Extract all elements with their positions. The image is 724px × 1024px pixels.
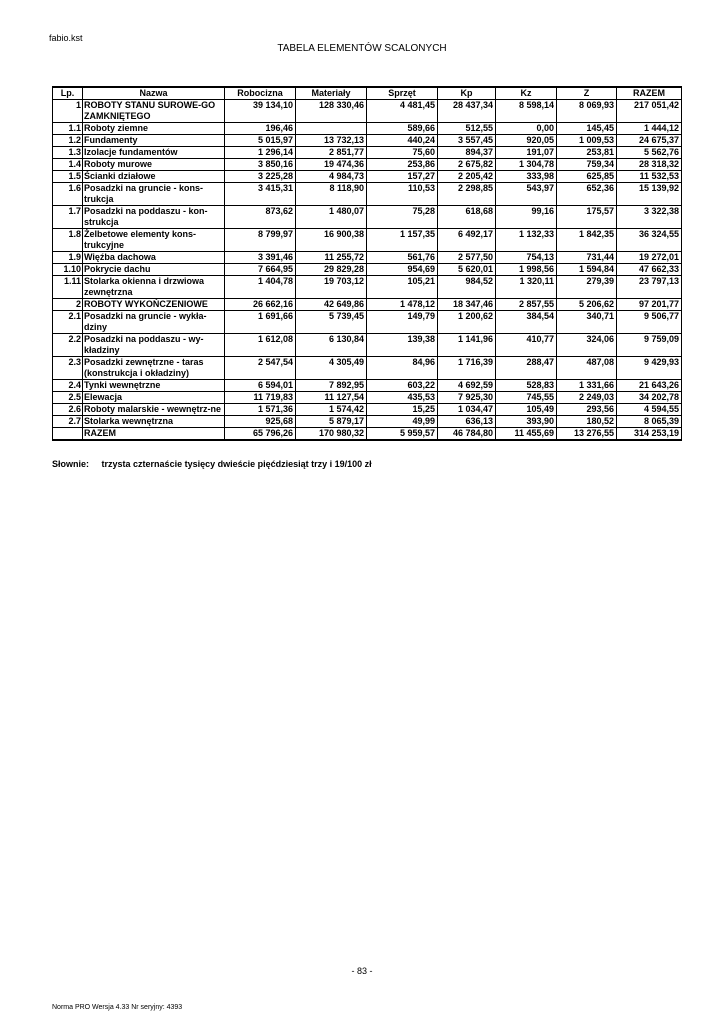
row-kz: 528,83 [496, 380, 557, 392]
header-lp: Lp. [53, 87, 83, 100]
amount-in-words [52, 459, 372, 469]
table-row [53, 357, 682, 380]
row-razem: 5 562,76 [617, 147, 682, 159]
table-row [53, 392, 682, 404]
row-robocizna: 8 799,97 [225, 229, 296, 252]
row-robocizna: 196,46 [225, 123, 296, 135]
header-kp: Kp [438, 87, 496, 100]
row-materialy: 4 305,49 [296, 357, 367, 380]
row-kz: 543,97 [496, 183, 557, 206]
row-name: Stolarka okienna i drzwiowa zewnętrzna [83, 276, 225, 299]
row-kz: 410,77 [496, 334, 557, 357]
row-materialy: 2 851,77 [296, 147, 367, 159]
total-z: 13 276,55 [557, 428, 617, 441]
row-kz: 754,13 [496, 252, 557, 264]
row-kp: 1 141,96 [438, 334, 496, 357]
row-lp: 1.5 [53, 171, 83, 183]
row-sprzet: 440,24 [367, 135, 438, 147]
cost-table [52, 86, 682, 441]
row-lp: 2.3 [53, 357, 83, 380]
row-sprzet: 110,53 [367, 183, 438, 206]
row-robocizna: 3 225,28 [225, 171, 296, 183]
row-materialy: 13 732,13 [296, 135, 367, 147]
total-materialy: 170 980,32 [296, 428, 367, 441]
row-kp: 636,13 [438, 416, 496, 428]
header-materialy: Materiały [296, 87, 367, 100]
table-header-row [53, 87, 682, 100]
row-razem: 28 318,32 [617, 159, 682, 171]
row-lp: 2.4 [53, 380, 83, 392]
total-label: RAZEM [83, 428, 225, 441]
row-razem: 9 759,09 [617, 334, 682, 357]
row-sprzet: 75,28 [367, 206, 438, 229]
row-sprzet: 1 478,12 [367, 299, 438, 311]
row-name: Roboty ziemne [83, 123, 225, 135]
row-kz: 0,00 [496, 123, 557, 135]
row-z: 253,81 [557, 147, 617, 159]
row-name: Fundamenty [83, 135, 225, 147]
table-row [53, 206, 682, 229]
row-name: Elewacja [83, 392, 225, 404]
table-row [53, 147, 682, 159]
row-robocizna: 6 594,01 [225, 380, 296, 392]
row-kz: 8 598,14 [496, 100, 557, 123]
row-razem: 21 643,26 [617, 380, 682, 392]
row-sprzet: 4 481,45 [367, 100, 438, 123]
table-row [53, 299, 682, 311]
row-kz: 920,05 [496, 135, 557, 147]
row-razem: 15 139,92 [617, 183, 682, 206]
row-materialy: 1 574,42 [296, 404, 367, 416]
row-sprzet: 603,22 [367, 380, 438, 392]
row-kp: 2 205,42 [438, 171, 496, 183]
row-razem: 47 662,33 [617, 264, 682, 276]
table-row [53, 404, 682, 416]
amount-in-words-label: Słownie: [52, 459, 90, 469]
row-lp: 2.1 [53, 311, 83, 334]
row-razem: 34 202,78 [617, 392, 682, 404]
row-kz: 288,47 [496, 357, 557, 380]
row-name: Posadzki na gruncie - wykła-dziny [83, 311, 225, 334]
table-row [53, 252, 682, 264]
row-kp: 18 347,46 [438, 299, 496, 311]
row-kp: 618,68 [438, 206, 496, 229]
table-row [53, 123, 682, 135]
row-kp: 1 716,39 [438, 357, 496, 380]
row-razem: 9 506,77 [617, 311, 682, 334]
row-name: Posadzki zewnętrzne - taras (konstrukcja i okładziny) [83, 357, 225, 380]
row-materialy: 11 255,72 [296, 252, 367, 264]
row-lp: 1.11 [53, 276, 83, 299]
row-kp: 4 692,59 [438, 380, 496, 392]
table-row [53, 100, 682, 123]
total-robocizna: 65 796,26 [225, 428, 296, 441]
row-sprzet: 157,27 [367, 171, 438, 183]
row-robocizna: 2 547,54 [225, 357, 296, 380]
row-kz: 2 857,55 [496, 299, 557, 311]
row-name: Roboty murowe [83, 159, 225, 171]
row-robocizna: 1 571,36 [225, 404, 296, 416]
row-z: 731,44 [557, 252, 617, 264]
header-sprzet: Sprzęt [367, 87, 438, 100]
row-robocizna: 3 850,16 [225, 159, 296, 171]
row-materialy: 5 739,45 [296, 311, 367, 334]
row-kz: 105,49 [496, 404, 557, 416]
row-sprzet: 589,66 [367, 123, 438, 135]
row-lp: 1.10 [53, 264, 83, 276]
row-sprzet: 84,96 [367, 357, 438, 380]
row-z: 293,56 [557, 404, 617, 416]
row-sprzet: 561,76 [367, 252, 438, 264]
row-robocizna: 1 296,14 [225, 147, 296, 159]
total-kz: 11 455,69 [496, 428, 557, 441]
row-kz: 384,54 [496, 311, 557, 334]
row-kp: 2 675,82 [438, 159, 496, 171]
row-kz: 333,98 [496, 171, 557, 183]
table-row [53, 159, 682, 171]
row-lp: 2.2 [53, 334, 83, 357]
row-sprzet: 253,86 [367, 159, 438, 171]
row-razem: 36 324,55 [617, 229, 682, 252]
row-lp: 1 [53, 100, 83, 123]
row-razem: 23 797,13 [617, 276, 682, 299]
row-razem: 8 065,39 [617, 416, 682, 428]
row-kp: 2 577,50 [438, 252, 496, 264]
row-sprzet: 105,21 [367, 276, 438, 299]
row-kz: 393,90 [496, 416, 557, 428]
header-nazwa: Nazwa [83, 87, 225, 100]
total-sprzet: 5 959,57 [367, 428, 438, 441]
row-name: Ścianki działowe [83, 171, 225, 183]
row-name: ROBOTY STANU SUROWE-GO ZAMKNIĘTEGO [83, 100, 225, 123]
row-kp: 1 200,62 [438, 311, 496, 334]
row-materialy: 5 879,17 [296, 416, 367, 428]
header-kz: Kz [496, 87, 557, 100]
row-materialy: 16 900,38 [296, 229, 367, 252]
row-razem: 19 272,01 [617, 252, 682, 264]
table-row [53, 311, 682, 334]
row-robocizna: 11 719,83 [225, 392, 296, 404]
row-name: Pokrycie dachu [83, 264, 225, 276]
row-razem: 24 675,37 [617, 135, 682, 147]
row-z: 324,06 [557, 334, 617, 357]
row-razem: 217 051,42 [617, 100, 682, 123]
row-robocizna: 1 691,66 [225, 311, 296, 334]
row-z: 180,52 [557, 416, 617, 428]
row-razem: 9 429,93 [617, 357, 682, 380]
row-z: 652,36 [557, 183, 617, 206]
table-row [53, 135, 682, 147]
row-materialy: 19 703,12 [296, 276, 367, 299]
row-name: Roboty malarskie - wewnętrz-ne [83, 404, 225, 416]
row-name: Więźba dachowa [83, 252, 225, 264]
row-kz: 1 998,56 [496, 264, 557, 276]
row-sprzet: 149,79 [367, 311, 438, 334]
row-z: 1 331,66 [557, 380, 617, 392]
row-robocizna: 5 015,97 [225, 135, 296, 147]
header-razem: RAZEM [617, 87, 682, 100]
row-razem: 1 444,12 [617, 123, 682, 135]
row-z: 625,85 [557, 171, 617, 183]
row-sprzet: 1 157,35 [367, 229, 438, 252]
row-z: 1 009,53 [557, 135, 617, 147]
row-lp: 2.6 [53, 404, 83, 416]
row-lp: 1.6 [53, 183, 83, 206]
row-name: Posadzki na gruncie - kons-trukcja [83, 183, 225, 206]
row-lp: 1.3 [53, 147, 83, 159]
row-materialy: 7 892,95 [296, 380, 367, 392]
row-materialy: 8 118,90 [296, 183, 367, 206]
row-lp: 1.1 [53, 123, 83, 135]
row-kp: 7 925,30 [438, 392, 496, 404]
table-row [53, 380, 682, 392]
row-materialy: 128 330,46 [296, 100, 367, 123]
row-z: 487,08 [557, 357, 617, 380]
page-number: - 83 - [351, 966, 373, 976]
row-materialy: 19 474,36 [296, 159, 367, 171]
amount-in-words-text: trzysta czternaście tysięcy dwieście pięćdziesiąt trzy i 19/100 zł [101, 459, 372, 469]
row-robocizna: 3 391,46 [225, 252, 296, 264]
row-kp: 3 557,45 [438, 135, 496, 147]
row-materialy: 6 130,84 [296, 334, 367, 357]
row-kp: 28 437,34 [438, 100, 496, 123]
software-footer: Norma PRO Wersja 4.33 Nr seryjny: 4393 [52, 1004, 183, 1011]
row-z: 1 594,84 [557, 264, 617, 276]
table-row [53, 171, 682, 183]
row-sprzet: 954,69 [367, 264, 438, 276]
row-sprzet: 139,38 [367, 334, 438, 357]
row-z: 145,45 [557, 123, 617, 135]
row-z: 340,71 [557, 311, 617, 334]
total-kp: 46 784,80 [438, 428, 496, 441]
row-name: Żelbetowe elementy kons-trukcyjne [83, 229, 225, 252]
header-robocizna: Robocizna [225, 87, 296, 100]
row-materialy [296, 123, 367, 135]
row-name: ROBOTY WYKOŃCZENIOWE [83, 299, 225, 311]
row-z: 1 842,35 [557, 229, 617, 252]
row-z: 759,34 [557, 159, 617, 171]
row-z: 175,57 [557, 206, 617, 229]
row-sprzet: 15,25 [367, 404, 438, 416]
row-robocizna: 1 404,78 [225, 276, 296, 299]
row-kp: 5 620,01 [438, 264, 496, 276]
row-kz: 745,55 [496, 392, 557, 404]
table-row [53, 183, 682, 206]
row-z: 5 206,62 [557, 299, 617, 311]
row-z: 8 069,93 [557, 100, 617, 123]
row-razem: 11 532,53 [617, 171, 682, 183]
file-name: fabio.kst [49, 33, 83, 43]
row-sprzet: 75,60 [367, 147, 438, 159]
row-kp: 6 492,17 [438, 229, 496, 252]
row-name: Tynki wewnętrzne [83, 380, 225, 392]
row-lp: 1.7 [53, 206, 83, 229]
row-z: 279,39 [557, 276, 617, 299]
row-lp: 2 [53, 299, 83, 311]
row-materialy: 29 829,28 [296, 264, 367, 276]
row-materialy: 1 480,07 [296, 206, 367, 229]
row-name: Izolacje fundamentów [83, 147, 225, 159]
row-name: Posadzki na poddaszu - kon-strukcja [83, 206, 225, 229]
row-lp: 2.5 [53, 392, 83, 404]
row-robocizna: 1 612,08 [225, 334, 296, 357]
row-kp: 894,37 [438, 147, 496, 159]
row-sprzet: 49,99 [367, 416, 438, 428]
total-lp-cell [53, 428, 83, 441]
row-kz: 1 132,33 [496, 229, 557, 252]
row-lp: 2.7 [53, 416, 83, 428]
row-robocizna: 925,68 [225, 416, 296, 428]
row-lp: 1.9 [53, 252, 83, 264]
row-name: Stolarka wewnętrzna [83, 416, 225, 428]
row-materialy: 4 984,73 [296, 171, 367, 183]
row-kz: 1 304,78 [496, 159, 557, 171]
row-materialy: 42 649,86 [296, 299, 367, 311]
row-razem: 97 201,77 [617, 299, 682, 311]
row-robocizna: 39 134,10 [225, 100, 296, 123]
row-robocizna: 7 664,95 [225, 264, 296, 276]
table-row [53, 334, 682, 357]
row-razem: 3 322,38 [617, 206, 682, 229]
row-lp: 1.8 [53, 229, 83, 252]
table-body [53, 100, 682, 428]
row-sprzet: 435,53 [367, 392, 438, 404]
table-row [53, 264, 682, 276]
total-razem: 314 253,19 [617, 428, 682, 441]
table-row [53, 229, 682, 252]
row-kp: 2 298,85 [438, 183, 496, 206]
row-kp: 512,55 [438, 123, 496, 135]
row-kz: 99,16 [496, 206, 557, 229]
row-lp: 1.2 [53, 135, 83, 147]
row-kz: 1 320,11 [496, 276, 557, 299]
row-kp: 1 034,47 [438, 404, 496, 416]
table-row [53, 276, 682, 299]
row-kp: 984,52 [438, 276, 496, 299]
row-robocizna: 873,62 [225, 206, 296, 229]
row-z: 2 249,03 [557, 392, 617, 404]
row-lp: 1.4 [53, 159, 83, 171]
row-razem: 4 594,55 [617, 404, 682, 416]
document-title: TABELA ELEMENTÓW SCALONYCH [277, 43, 447, 54]
row-robocizna: 3 415,31 [225, 183, 296, 206]
row-robocizna: 26 662,16 [225, 299, 296, 311]
header-z: Z [557, 87, 617, 100]
table-row [53, 416, 682, 428]
row-name: Posadzki na poddaszu - wy-kładziny [83, 334, 225, 357]
row-kz: 191,07 [496, 147, 557, 159]
total-row [53, 428, 682, 441]
row-materialy: 11 127,54 [296, 392, 367, 404]
